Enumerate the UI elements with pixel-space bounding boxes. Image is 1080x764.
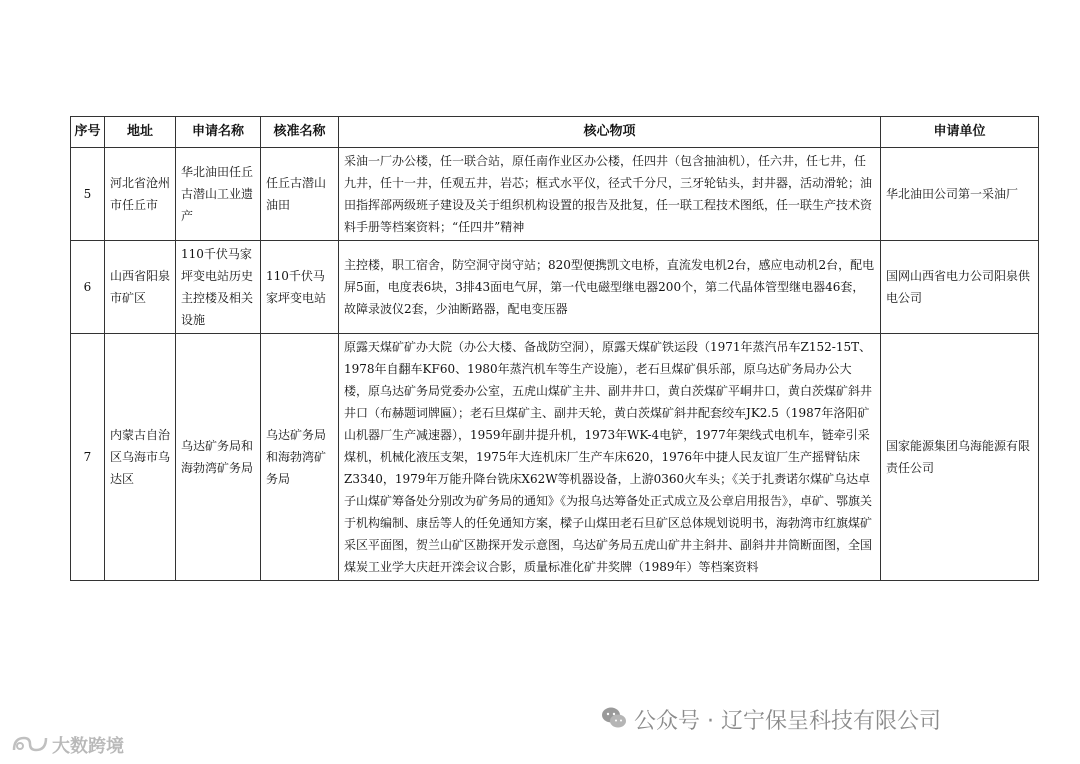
watermark-logo-icon <box>10 732 50 756</box>
header-approved-name: 核准名称 <box>261 117 339 148</box>
row-core-items: 原露天煤矿矿办大院（办公大楼、备战防空洞），原露天煤矿铁运段（1971年蒸汽吊车Z152-15T、1978年自翻车KF60、1980年蒸汽机车等生产设施），老石旦煤矿俱乐部，原乌达矿务局办公大楼，原乌达矿务局党委办公室，五虎山煤矿主井、副井井口，黄白茨煤矿平峒井口，黄白茨煤矿斜井井口（布赫题词牌匾）；老石旦煤矿主、副井天轮，黄白茨煤矿斜井配套绞车JK2.5（1987年洛阳矿山机器厂生产减速器），1959年副井提升机，1973年WK-4电铲，1977年架线式电机车，链牵引采煤机，机械化液压支架，1975年大连机床厂生产车床620，1976年中捷人民友谊厂生产摇臂钻床Z3340，1979年万能升降台铣床X62W等机器设备，上游0360火车头；《关于扎赉诺尔煤矿乌达卓子山煤矿筹备处分别改为矿务局的通知》《为报乌达筹备处正式成立及公章启用报告》，卓矿、鄂旗关于机构编制、康岳等人的任免通知方案，樑子山煤田老石旦矿区总体规划说明书，海勃湾市红旗煤矿采区平面图，贺兰山矿区勘探开发示意图，乌达矿务局五虎山矿井主斜井、副斜井井筒断面图，全国煤炭工业学大庆赶开滦会议合影，质量标准化矿井奖牌（1989年）等档案资料 <box>339 334 881 581</box>
heritage-table <box>70 116 1039 581</box>
row-address: 河北省沧州市任丘市 <box>105 148 176 241</box>
row-approved-name: 任丘古潜山油田 <box>261 148 339 241</box>
row-apply-name: 乌达矿务局和海勃湾矿务局 <box>176 334 261 581</box>
row-address: 内蒙古自治区乌海市乌达区 <box>105 334 176 581</box>
row-core-items: 采油一厂办公楼，任一联合站，原任南作业区办公楼，任四井（包含抽油机），任六井，任七井，任九井，任十一井，任观五井，岩芯；框式水平仪，径式千分尺，三牙轮钻头，封井器，活动滑轮；油田指挥部两级班子建设及关于组织机构设置的报告及批复，任一联工程技术图纸，任一联生产技术资料手册等档案资料；“任四井”精神 <box>339 148 881 241</box>
row-core-items: 主控楼，职工宿舍，防空洞守岗守站；820型便携凯文电桥，直流发电机2台，感应电动机2台，配电屏5面，电度表6块，3排43面电气屏，第一代电磁型继电器200个，第二代晶体管型继电器46套，故障录波仪2套，少油断路器，配电变压器 <box>339 241 881 334</box>
row-apply-name: 华北油田任丘古潜山工业遗产 <box>176 148 261 241</box>
row-unit: 国网山西省电力公司阳泉供电公司 <box>881 241 1039 334</box>
row-unit: 国家能源集团乌海能源有限责任公司 <box>881 334 1039 581</box>
header-address: 地址 <box>105 117 176 148</box>
header-unit: 申请单位 <box>881 117 1039 148</box>
watermark-label: 大数跨境 <box>52 736 124 757</box>
header-apply-name: 申请名称 <box>176 117 261 148</box>
table-row <box>71 334 1039 581</box>
table-row <box>71 148 1039 241</box>
row-apply-name: 110千伏马家坪变电站历史主控楼及相关设施 <box>176 241 261 334</box>
row-no: 7 <box>71 334 105 581</box>
table-header-row <box>71 117 1039 148</box>
row-no: 5 <box>71 148 105 241</box>
footer <box>0 690 1080 764</box>
row-unit: 华北油田公司第一采油厂 <box>881 148 1039 241</box>
table-row <box>71 241 1039 334</box>
wechat-account-label: 公众号 · 辽宁保呈科技有限公司 <box>634 709 941 734</box>
row-approved-name: 110千伏马家坪变电站 <box>261 241 339 334</box>
row-approved-name: 乌达矿务局和海勃湾矿务局 <box>261 334 339 581</box>
header-core-items: 核心物项 <box>339 117 881 148</box>
row-no: 6 <box>71 241 105 334</box>
header-no: 序号 <box>71 117 105 148</box>
row-address: 山西省阳泉市矿区 <box>105 241 176 334</box>
wechat-icon <box>600 704 628 732</box>
